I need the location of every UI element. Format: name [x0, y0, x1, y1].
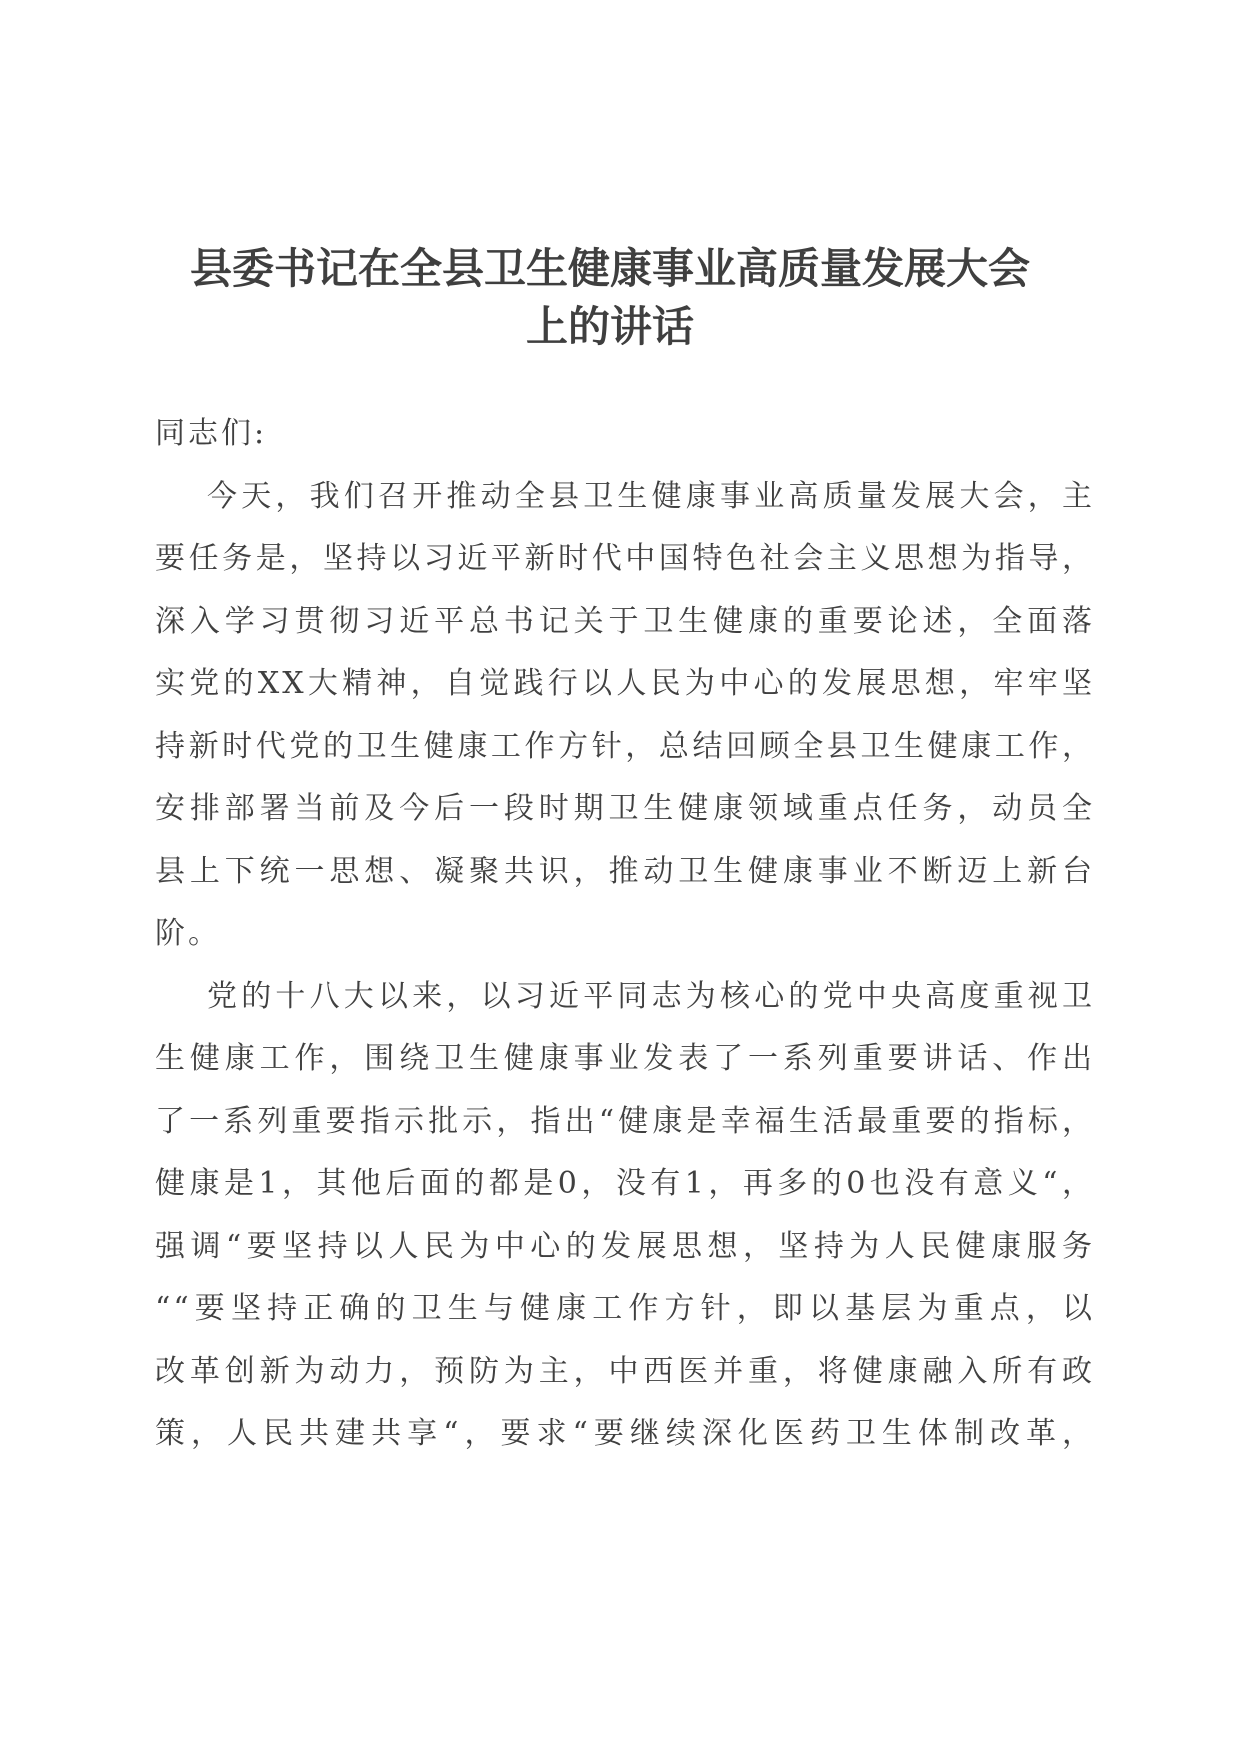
paragraph-1 — [155, 466, 1095, 966]
title-line-1: 县委书记在全县卫生健康事业高质量发展大会 — [189, 244, 1030, 293]
paragraph-line: 策，人民共建共享“，要求“要继续深化医药卫生体制改革， — [155, 1416, 1095, 1451]
paragraph-line: 阶。 — [155, 916, 221, 951]
paragraph-line: 安排部署当前及今后一段时期卫生健康领域重点任务，动员全 — [155, 791, 1095, 826]
paragraph-2 — [155, 966, 1095, 1466]
paragraph-line: 了一系列重要指示批示，指出“健康是幸福生活最重要的指标， — [155, 1103, 1095, 1139]
paragraph-line: 深入学习贯彻习近平总书记关于卫生健康的重要论述，全面落 — [155, 603, 1095, 639]
document-body — [155, 403, 1095, 1466]
paragraph-line: 县上下统一思想、凝聚共识，推动卫生健康事业不断迈上新台 — [155, 853, 1095, 889]
paragraph-line: 要任务是，坚持以习近平新时代中国特色社会主义思想为指导， — [155, 541, 1095, 576]
salutation: 同志们: — [155, 416, 268, 451]
paragraph-line: 党的十八大以来，以习近平同志为核心的党中央高度重视卫 — [207, 978, 1095, 1014]
document-title — [140, 240, 1080, 356]
paragraph-line: 强调“要坚持以人民为中心的发展思想，坚持为人民健康服务 — [155, 1228, 1095, 1264]
paragraph-line: 健康是1，其他后面的都是0，没有1，再多的0也没有意义“， — [155, 1166, 1095, 1201]
paragraph-line: 改革创新为动力，预防为主，中西医并重，将健康融入所有政 — [155, 1353, 1095, 1389]
paragraph-line: 今天，我们召开推动全县卫生健康事业高质量发展大会，主 — [207, 478, 1095, 514]
paragraph-line: 持新时代党的卫生健康工作方针，总结回顾全县卫生健康工作， — [155, 728, 1095, 764]
paragraph-line: 实党的XX大精神，自觉践行以人民为中心的发展思想，牢牢坚 — [155, 666, 1095, 701]
paragraph-line: 生健康工作，围绕卫生健康事业发表了一系列重要讲话、作出 — [155, 1041, 1095, 1076]
title-line-2: 上的讲话 — [525, 302, 694, 351]
paragraph-line: ““要坚持正确的卫生与健康工作方针，即以基层为重点，以 — [155, 1291, 1095, 1326]
